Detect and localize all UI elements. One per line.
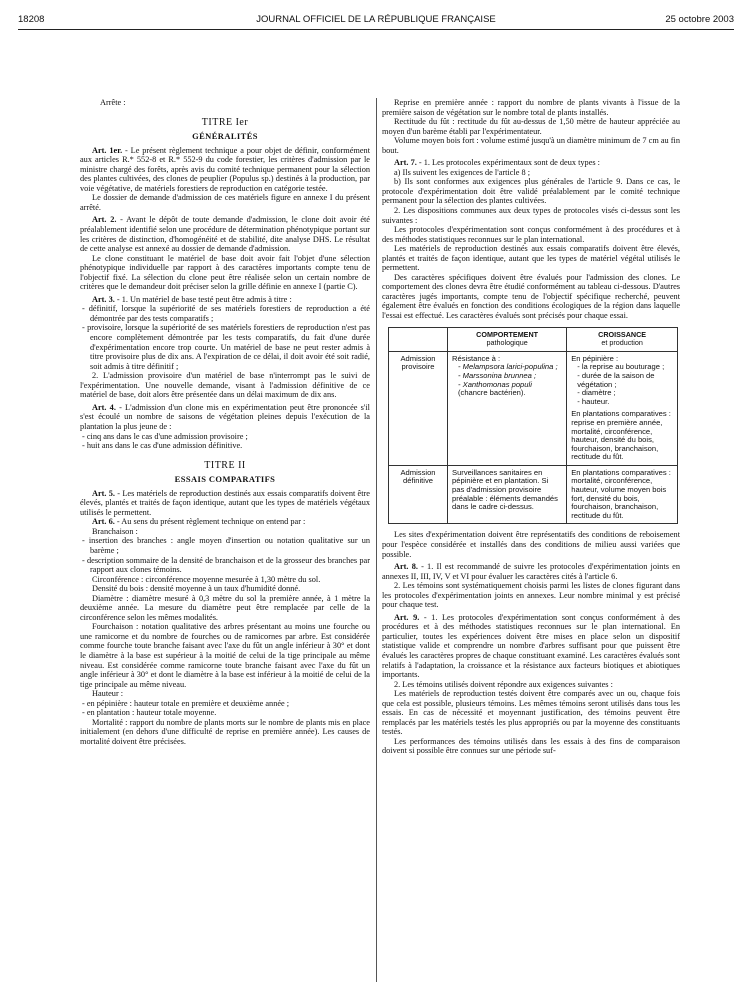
article-9-paragraph-4: Les performances des témoins utilisés dans les essais à des fins de comparaison doivent si possible être connues sur une période suf- <box>382 736 680 756</box>
section-essais-comparatifs: ESSAIS COMPARATIFS <box>174 474 276 485</box>
article-2-number: Art. 2. <box>92 215 117 225</box>
journal-title: JOURNAL OFFICIEL DE LA RÉPUBLIQUE FRANÇAISE <box>256 14 496 25</box>
def-branchaison: Branchaison : <box>92 526 138 536</box>
article-7-b: b) Ils sont conformes aux exigences plus générales de l'article 9. Dans ce cas, le protocole d'expérimentation doit être validé préalablement par le comité technique permanent pour la sélection des plantes cultivées. <box>382 177 680 206</box>
article-4-number: Art. 4. <box>92 402 116 412</box>
article-7: Art. 7. - 1. Les protocoles expérimentaux sont de deux types : <box>394 158 600 168</box>
arrete-heading: Arrête : <box>100 98 126 107</box>
article-3-item-definitif: - définitif, lorsque la supériorité de ses matériels forestiers de reproduction a été démontrée par des tests comparatifs ; <box>82 304 370 323</box>
article-7-paragraph-2: 2. Les dispositions communes aux deux types de protocoles visés ci-dessus sont les suivantes : <box>382 206 680 225</box>
def-reprise: Reprise en première année : rapport du nombre de plants vivants à l'issue de la première saison de végétation sur le nombre total de plants installés. <box>382 98 680 117</box>
article-4-item-provisoire: - cinq ans dans le cas d'une admission provisoire ; <box>82 431 248 441</box>
table-cell-definitive-croissance: En plantations comparatives : mortalité, circonférence, hauteur, volume moyen bois fort, densité du bois, fourchaison, branchaison, rectitude du fût. <box>567 465 678 524</box>
article-2-paragraph: Le clone constituant le matériel de base doit avoir fait l'objet d'une sélection phénotypique individuelle par rapport à des caractères importants compte tenu de l'objectif fixé. La sélection du clone peut être réalisée selon un certain nombre de critères que le demandeur doit préciser selon la grille définie en annexe I (partie C). <box>80 253 370 292</box>
column-divider <box>376 98 377 982</box>
article-1: Art. 1er. - Le présent règlement technique a pour objet de définir, conformément aux articles R.* 552-8 et R.* 552-9 du code forestier, les critères d'admission par le ministre chargé des forêts, après avis du comité technique permanent pour la sélection des plantes cultivées, des clones de peuplier (Populus sp.) destinés à la production, par voie végétative, de matériels forestiers de reproduction en catégorie testée. <box>80 145 371 193</box>
section-generalites: GÉNÉRALITÉS <box>192 131 258 142</box>
def-rectitude: Rectitude du fût : rectitude du fût au-dessus de 1,50 mètre de hauteur appréciée au moyen d'un barème établi par l'expérimentateur. <box>382 117 680 136</box>
def-diametre: Diamètre : diamètre mesuré à 0,3 mètre du sol la première année, à 1 mètre la deuxième année. La mesure du diamètre peut être remplacée par celle de la circonférence selon les mêmes modalités. <box>80 593 370 622</box>
def-densite: Densité du bois : densité moyenne à un taux d'humidité donné. <box>92 584 301 594</box>
table-cell-definitive-comportement: Surveillances sanitaires en pépinière et en plantation. Si pas d'admission provisoire préalable : éléments demandés dans le cadre ci-dessus. <box>448 465 567 524</box>
article-9-paragraph-2: 2. Les témoins utilisés doivent répondre aux exigences suivantes : <box>394 679 613 689</box>
article-8-number: Art. 8. <box>394 562 418 572</box>
def-branchaison-insertion: - insertion des branches : angle moyen d'insertion ou notation qualitative sur un barème ; <box>82 536 370 555</box>
criteria-table <box>388 327 678 525</box>
article-6-number: Art. 6. <box>92 517 115 527</box>
article-1-paragraph: Le dossier de demande d'admission de ces matériels figure en annexe I du présent arrêté. <box>80 193 370 212</box>
def-hauteur-plantation: - en plantation : hauteur totale moyenne. <box>82 708 217 718</box>
article-9-number: Art. 9. <box>394 612 420 622</box>
table-corner <box>389 327 448 351</box>
article-5-number: Art. 5. <box>92 488 116 498</box>
article-8-paragraph-2: 2. Les témoins sont systématiquement choisis parmi les listes de clones figurant dans les protocoles d'expérimentation joints en annexes. Leur nombre minimal y est précisé pour chaque test. <box>382 581 680 610</box>
table-row-head-provisoire: Admission provisoire <box>389 351 448 465</box>
issue-date: 25 octobre 2003 <box>665 14 734 25</box>
titre-2: TITRE II <box>204 459 246 471</box>
table-row-definitive <box>389 465 678 524</box>
article-3-paragraph: 2. L'admission provisoire d'un matériel de base n'interrompt pas le suivi de l'expérimentation. Une nouvelle demande, visant à l'admission définitive de ce matériel de base, doit alors être présentée dans un délai maximum de dix ans. <box>80 371 370 400</box>
def-hauteur-pepiniere: - en pépinière : hauteur totale en première et deuxième année ; <box>82 698 290 708</box>
article-4: Art. 4. - L'admission d'un clone mis en expérimentation peut être prononcée s'il s'est écoulé un nombre de saisons de végétation pleines depuis l'exécution de la plantation la plus jeune de : <box>80 402 370 431</box>
table-col-croissance: CROISSANCE et production <box>567 327 678 351</box>
table-col-comportement: COMPORTEMENT pathologique <box>448 327 567 351</box>
article-5: Art. 5. - Les matériels de reproduction destinés aux essais comparatifs doivent être élevés, plantés et traités de façon identique, autant que les types de matériels végétaux utilisés le permettent. <box>80 488 370 517</box>
article-9-paragraph-3: Les matériels de reproduction testés doivent être comparés avec un ou, chaque fois que cela est possible, plusieurs témoins. Les mêmes témoins seront utilisés dans tous les essais. En cas de nécessité et moyennant justification, des témoins peuvent être remplacés par les matériels testés les plus appropriés ou par la moyenne des constituants testés. <box>382 689 680 737</box>
table-cell-provisoire-comportement: Résistance à : - Melampsora larici-populina ; - Marssonina brunnea ; - Xanthomonas populi (chancre bactérien). <box>448 351 567 465</box>
def-fourchaison: Fourchaison : notation qualitative des arbres présentant au moins une fourche ou une ramicorne et du nombre de fourches ou de ramicornes par arbre. Est considérée comme fourche toute branche faisant avec l'axe du fût un angle inférieur à 30° et dont le diamètre à la base est supérieur à la moitié de celui de la tige principale au même niveau. Est considérée comme ramicorne toute branche faisant avec l'axe du fût un angle inférieur à 30° et dont le diamètre à la base est inférieur à la moitié de celui de la tige principale au même niveau. <box>80 622 370 689</box>
article-2: Art. 2. - Avant le dépôt de toute demande d'admission, le clone doit avoir été préalablement identifié selon une procédure de détermination phénotypique portant sur les critères de distinction, d'homogénéité et de stabilité, dite analyse DHS. Le résultat de cette analyse est annexé au dossier de demande d'admission. <box>80 215 370 254</box>
def-branchaison-densite: - description sommaire de la densité de branchaison et de la grosseur des branches par rapport aux clones témoins. <box>82 555 370 575</box>
article-7-paragraph-5: Des caractères spécifiques doivent être évalués pour l'admission des clones. Le comportement des clones devra être étudié conformément au tableau ci-dessous. D'autres caractères jugés importants, compte tenu de l'objectif spécifique recherché, peuvent également être évalués en fonction des conditions écologiques de la région dans laquelle l'essai est effectué. Les caractères évalués sont précisés pour chaque essai. <box>382 272 680 321</box>
article-7-a: a) Ils suivent les exigences de l'article 8 ; <box>394 167 531 177</box>
sites-paragraph: Les sites d'expérimentation doivent être représentatifs des conditions de reboisement pour l'espèce considérée et installés dans des conditions de milieu aussi variées que possible. <box>382 530 680 559</box>
table-header-row <box>389 327 678 351</box>
article-8: Art. 8. - 1. Il est recommandé de suivre les protocoles d'expérimentation joints en annexes II, III, IV, V et VI pour évaluer les caractères cités à l'article 6. <box>382 562 680 581</box>
article-7-paragraph-4: Les matériels de reproduction destinés aux essais comparatifs doivent être élevés, plantés et traités de façon identique, autant que les types de matériel végétal utilisés le permettent. <box>382 244 680 273</box>
left-column <box>80 98 370 746</box>
titre-1: TITRE Ier <box>201 116 249 128</box>
article-3-item-provisoire: - provisoire, lorsque la supériorité de ses matériels forestiers de reproduction n'est pas encore complètement démontrée par les tests comparatifs, du fait d'une durée d'expérimentation encore trop courte. Un matériel de base ne peut rester admis à titre provisoire plus de dix ans. A l'expiration de ce délai, il doit avoir été soit radié, soit admis à titre définitif ; <box>82 323 370 371</box>
table-row-provisoire <box>389 351 678 465</box>
right-column <box>382 98 680 756</box>
article-6: Art. 6. - Au sens du présent règlement technique on entend par : <box>92 517 306 527</box>
def-hauteur: Hauteur : <box>92 689 124 699</box>
page-number: 18208 <box>18 14 45 25</box>
article-1-number: Art. 1er. <box>92 145 123 155</box>
article-3-number: Art. 3. <box>92 294 115 304</box>
article-3: Art. 3. - 1. Un matériel de base testé peut être admis à titre : <box>92 294 292 304</box>
def-volume: Volume moyen bois fort : volume estimé jusqu'à un diamètre minimum de 7 cm au fin bout. <box>382 136 680 155</box>
article-7-paragraph-3: Les protocoles d'expérimentation sont conçus conformément à des procédures et à des méthodes statistiques reconnues sur le plan international. <box>382 225 680 244</box>
def-circonference: Circonférence : circonférence moyenne mesurée à 1,30 mètre du sol. <box>92 574 321 584</box>
article-4-item-definitive: - huit ans dans le cas d'une admission définitive. <box>82 441 243 451</box>
article-9: Art. 9. - 1. Les protocoles d'expérimentation sont conçus conformément à des procédures et à des méthodes statistiques reconnues sur le plan international. En particulier, toutes les expériences doivent être mises en place selon un dispositif statistique valide et comprendre un nombre d'arbres suffisant pour que puissent être évalués les caractères propres de chaque constituant examiné. Les caractères évalués sont relatifs à l'adaptation, la croissance et la résistance aux facteurs biotiques et abiotiques importants. <box>382 612 680 680</box>
header-rule <box>18 29 734 30</box>
article-7-number: Art. 7. <box>394 158 417 168</box>
table-row-head-definitive: Admission définitive <box>389 465 448 524</box>
def-mortalite: Mortalité : rapport du nombre de plants morts sur le nombre de plants mis en place initialement (en dehors d'une difficulté de reprise en première année). Les causes de mortalité doivent être précisées. <box>80 717 370 746</box>
running-header <box>18 14 734 28</box>
table-cell-provisoire-croissance: En pépinière : - la reprise au bouturage ; - durée de la saison de végétation ; - diamètre ; - hauteur. En plantations comparatives : reprise en première année, mortalité, circonférence, hauteur, densité du bois, fourchaison, branchaison, rectitude du fût. <box>567 351 678 465</box>
